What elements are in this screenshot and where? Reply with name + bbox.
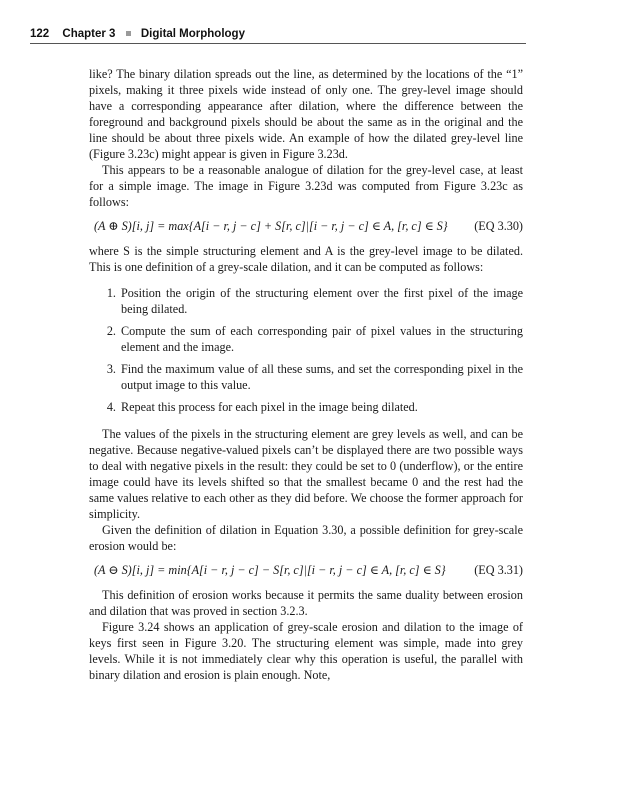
list-item: 2. Compute the sum of each corresponding pair of pixel values in the structuring element and the image. — [119, 323, 523, 355]
equation-3-31 — [94, 562, 523, 578]
list-item: 3. Find the maximum value of all these sums, and set the corresponding pixel in the output image to this value. — [119, 361, 523, 393]
paragraph-7: Figure 3.24 shows an application of grey-scale erosion and dilation to the image of keys first seen in Figure 3.20. The structuring element was simple, made into grey levels. While it is not immediately clear why this operation is useful, the parallel with binary dilation and erosion is plain enough. Note, — [89, 620, 523, 682]
paragraph-5: Given the definition of dilation in Equation 3.30, a possible definition for grey-scale erosion would be: — [89, 523, 523, 553]
equation-3-30 — [94, 218, 523, 234]
equation-3-30-expression: (A ⊕ S)[i, j] = max{A[i − r, j − c] + S[r, c]|[i − r, j − c] ∈ A, [r, c] ∈ S} — [94, 219, 448, 233]
paragraph-3: where S is the simple structuring element and A is the grey-level image to be dilated. This is one definition of a grey-scale dilation, and it can be computed as follows: — [89, 244, 523, 274]
separator-square-icon — [126, 31, 131, 36]
equation-3-30-label: (EQ 3.30) — [474, 219, 523, 233]
chapter-label: Chapter 3 — [62, 28, 116, 40]
dilation-steps-list — [89, 285, 523, 415]
chapter-title: Digital Morphology — [140, 28, 245, 40]
equation-3-31-expression: (A ⊖ S)[i, j] = min{A[i − r, j − c] − S[r, c]|[i − r, j − c] ∈ A, [r, c] ∈ S} — [94, 563, 446, 577]
page-body — [89, 66, 523, 683]
page-number: 122 — [30, 28, 50, 40]
list-item: 1. Position the origin of the structuring element over the first pixel of the image being dilated. — [119, 285, 523, 317]
equation-3-31-label: (EQ 3.31) — [474, 563, 523, 577]
list-item: 4. Repeat this process for each pixel in the image being dilated. — [119, 399, 523, 415]
paragraph-2: This appears to be a reasonable analogue of dilation for the grey-level case, at least for a simple image. The image in Figure 3.23d was computed from Figure 3.23c as follows: — [89, 163, 523, 209]
paragraph-6: This definition of erosion works because it permits the same duality between erosion and dilation that was proved in section 3.2.3. — [89, 588, 523, 618]
running-header — [30, 28, 526, 44]
paragraph-1: like? The binary dilation spreads out the line, as determined by the locations of the “1” pixels, making it three pixels wide instead of only one. The grey-level image should have a corresponding appearance after dilation, where the difference between the foreground and background pixels should be about the same as in the original and the line should be about three pixels wide. An example of how the dilated grey-level line (Figure 3.23c) might appear is given in Figure 3.23d. — [89, 67, 523, 161]
paragraph-4: The values of the pixels in the structuring element are grey levels as well, and can be negative. Because negative-valued pixels can’t be displayed there are two possible ways to deal with negative pixels in the result: they could be set to 0 (underflow), or the entire image could have its levels shifted so that the smallest became 0 and the rest had the same values relative to each other as they did before. We choose the former approach for simplicity. — [89, 427, 523, 521]
